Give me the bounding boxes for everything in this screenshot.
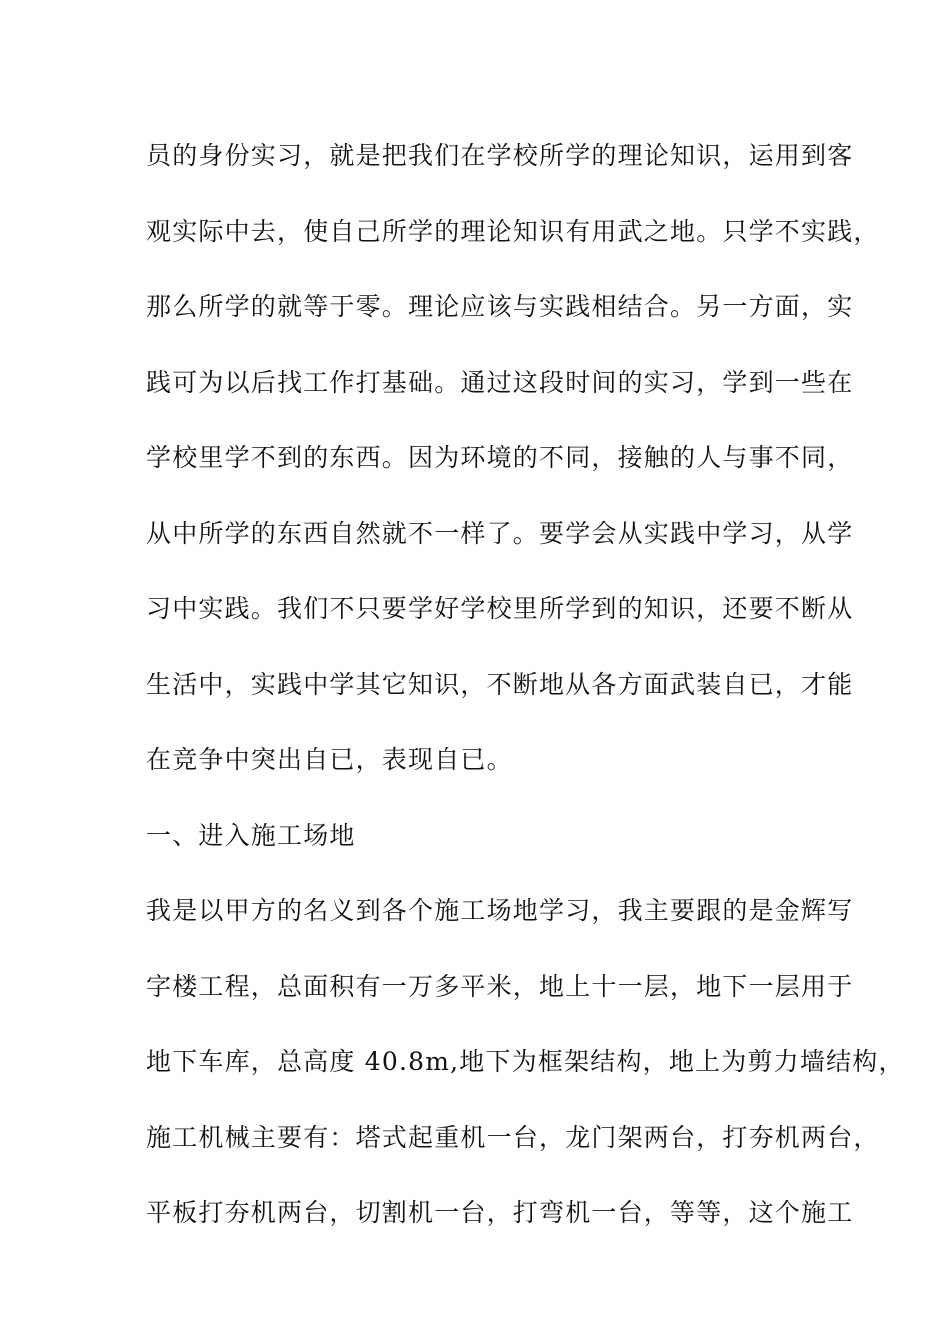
text-line: 那么所学的就等于零。理论应该与实践相结合。另一方面，实 [146, 292, 854, 321]
text-line: 在竞争中突出自已，表现自已。 [146, 745, 513, 774]
text-line: 践可为以后找工作打基础。通过这段时间的实习，学到一些在 [146, 368, 854, 397]
text-line: 施工机械主要有：塔式起重机一台，龙门架两台，打夯机两台， [146, 1123, 880, 1152]
text-line: 观实际中去，使自己所学的理论知识有用武之地。只学不实践， [146, 217, 880, 246]
text-line: 字楼工程，总面积有一万多平米，地上十一层，地下一层用于 [146, 972, 854, 1001]
text-line: 我是以甲方的名义到各个施工场地学习，我主要跟的是金辉写 [146, 896, 854, 925]
text-line: 员的身份实习，就是把我们在学校所学的理论知识，运用到客 [146, 141, 854, 170]
section-heading: 一、进入施工场地 [146, 821, 356, 850]
text-line: 从中所学的东西自然就不一样了。要学会从实践中学习，从学 [146, 519, 854, 548]
text-line: 地下车库，总高度 40.8m,地下为框架结构，地上为剪力墙结构， [146, 1047, 905, 1076]
text-line: 生活中，实践中学其它知识，不断地从各方面武装自已，才能 [146, 670, 854, 699]
text-line: 习中实践。我们不只要学好学校里所学到的知识，还要不断从 [146, 594, 854, 623]
text-line: 学校里学不到的东西。因为环境的不同，接触的人与事不同， [146, 443, 854, 472]
text-line: 平板打夯机两台，切割机一台，打弯机一台，等等，这个施工 [146, 1198, 854, 1227]
